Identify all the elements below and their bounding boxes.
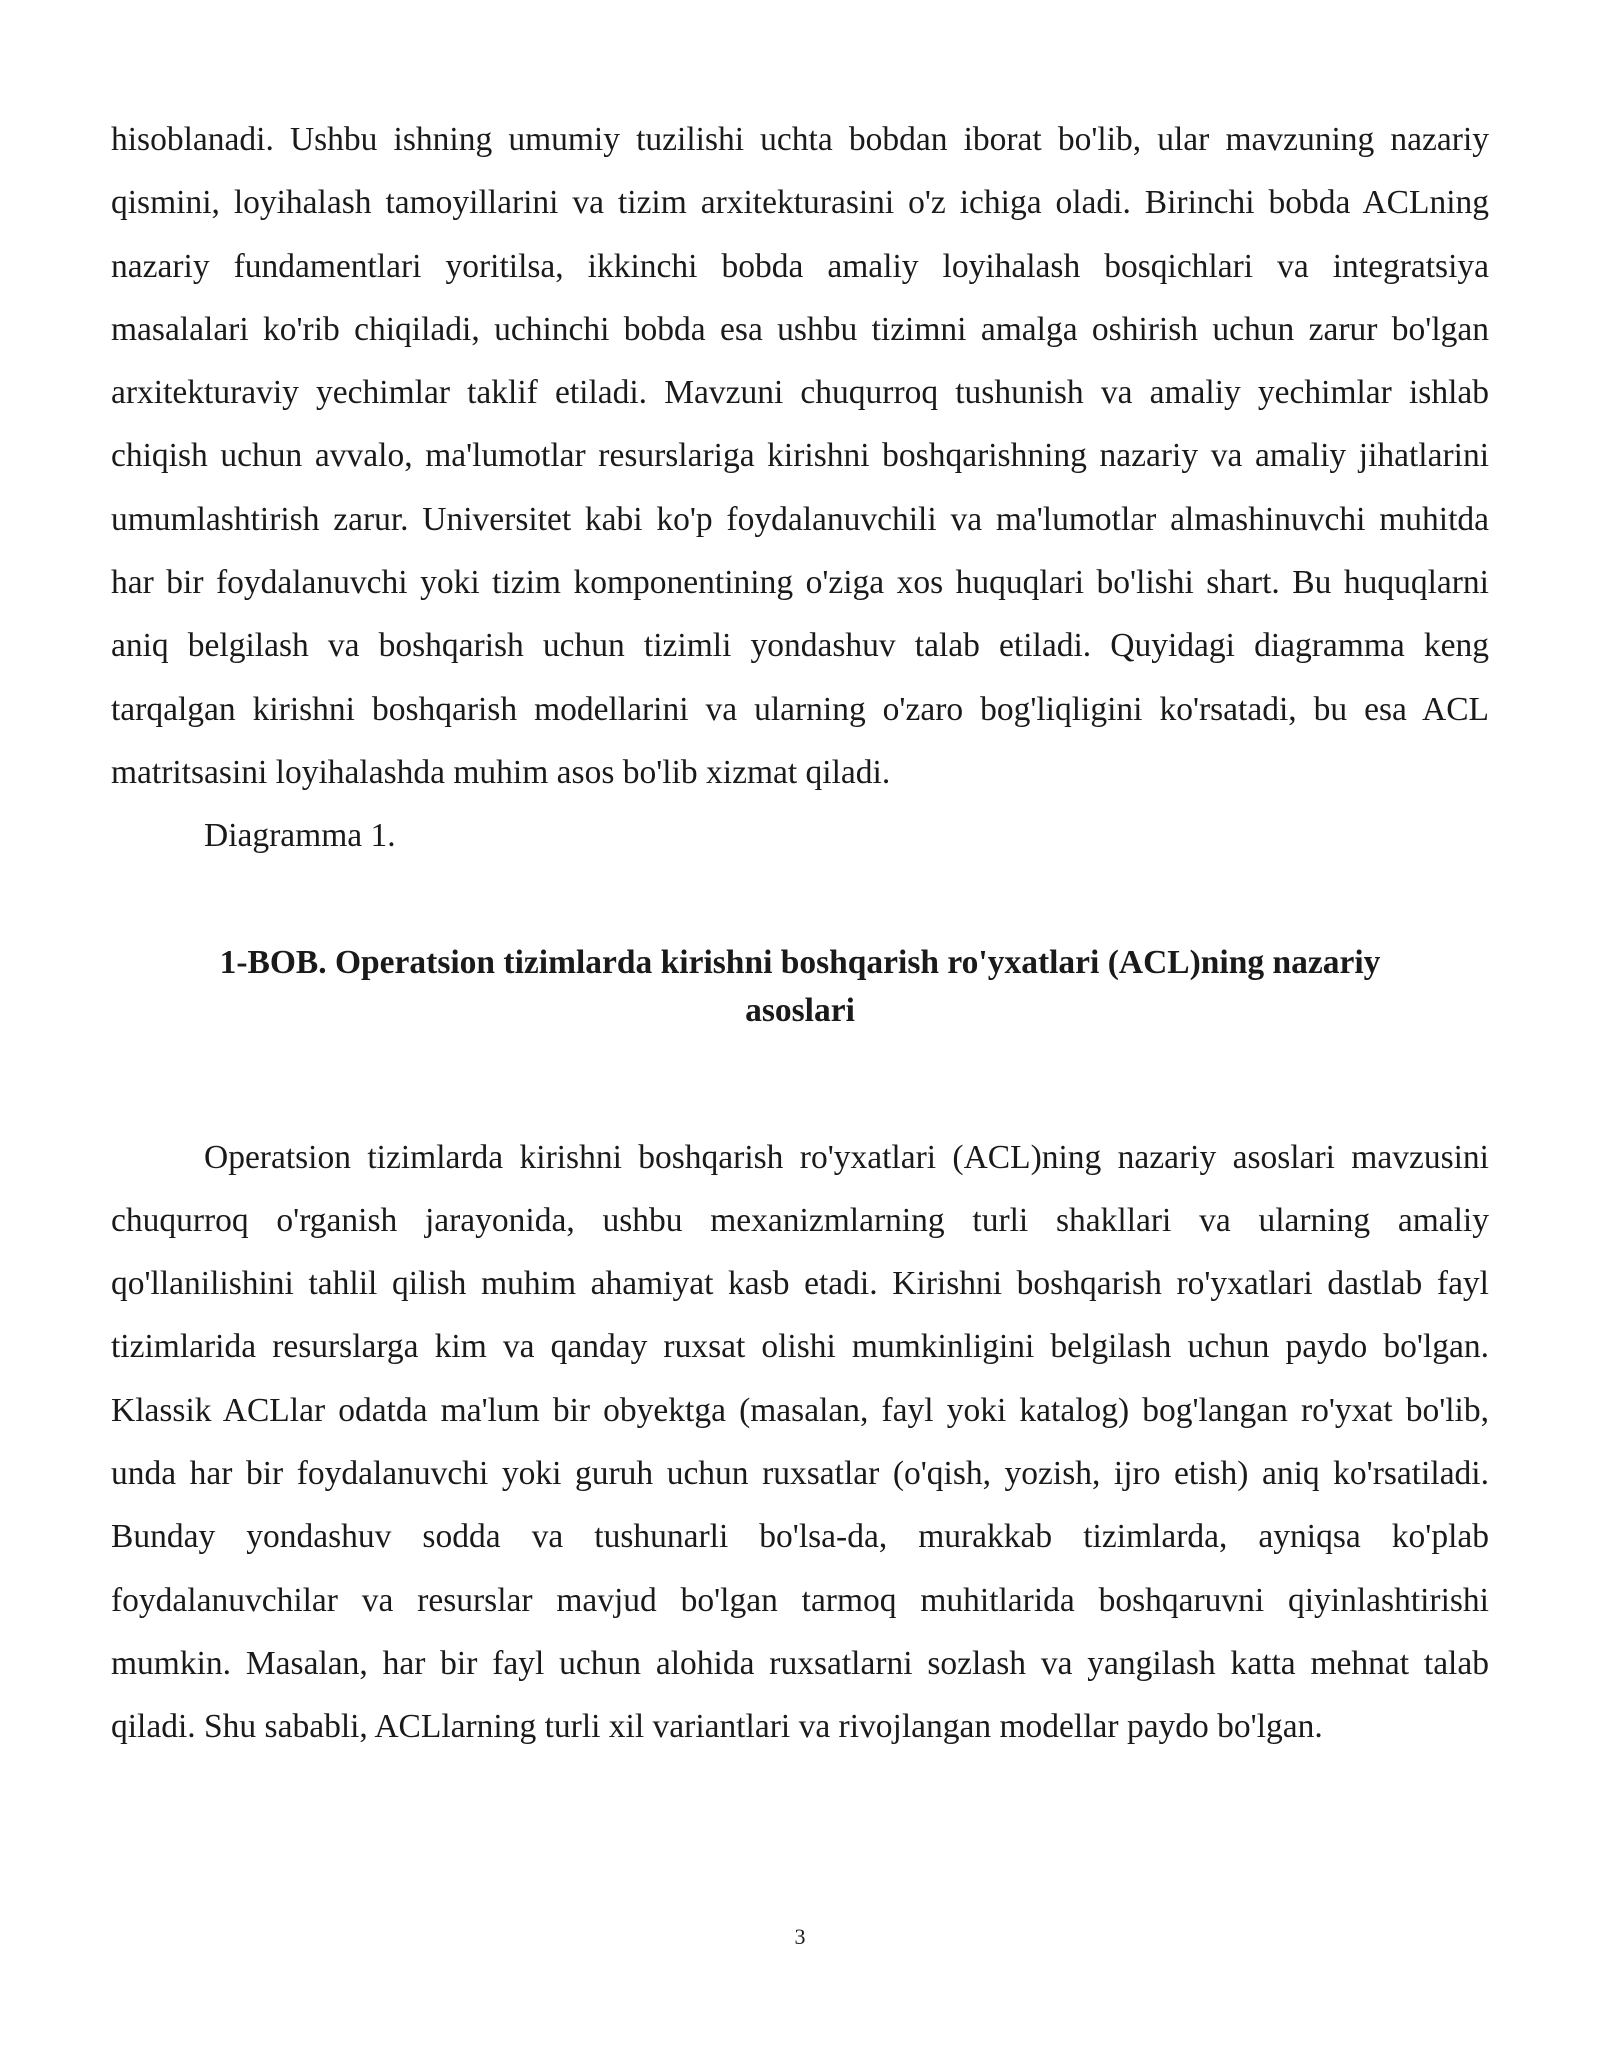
chapter-heading (111, 939, 1489, 1035)
chapter-heading-line-1: 1-BOB. Operatsion tizimlarda kirishni boshqarish ro'yxatlari (ACL)ning nazariy (219, 943, 1381, 981)
document-page (111, 108, 1489, 1759)
chapter-heading-line-2: asoslari (745, 991, 855, 1029)
page-number: 3 (794, 1924, 806, 1949)
body-paragraph-intro: hisoblanadi. Ushbu ishning umumiy tuzilishi uchta bobdan iborat bo'lib, ular mavzuning nazariy qismini, loyihalash tamoyillarini va tizim arxitekturasini o'z ichiga oladi. Birinchi bobda ACLning nazariy fundamentlari yoritilsa, ikkinchi bobda amaliy loyihalash bosqichlari va integratsiya masalalari ko'rib chiqiladi, uchinchi bobda esa ushbu tizimni amalga oshirish uchun zarur bo'lgan arxitekturaviy yechimlar taklif etiladi. Mavzuni chuqurroq tushunish va amaliy yechimlar ishlab chiqish uchun avvalo, ma'lumotlar resurslariga kirishni boshqarishning nazariy va amaliy jihatlarini umumlashtirish zarur. Universitet kabi ko'p foydalanuvchili va ma'lumotlar almashinuvchi muhitda har bir foydalanuvchi yoki tizim komponentining o'ziga xos huquqlari bo'lishi shart. Bu huquqlarni aniq belgilash va boshqarish uchun tizimli yondashuv talab etiladi. Quyidagi diagramma keng tarqalgan kirishni boshqarish modellarini va ularning o'zaro bog'liqligini ko'rsatadi, bu esa ACL matritsasini loyihalashda muhim asos bo'lib xizmat qiladi. (111, 121, 1489, 791)
diagram-caption: Diagramma 1. (204, 817, 396, 855)
body-paragraph-chapter: Operatsion tizimlarda kirishni boshqarish ro'yxatlari (ACL)ning nazariy asoslari mavzusini chuqurroq o'rganish jarayonida, ushbu mexanizmlarning turli shakllari va ularning amaliy qo'llanilishini tahlil qilish muhim ahamiyat kasb etadi. Kirishni boshqarish ro'yxatlari dastlab fayl tizimlarida resurslarga kim va qanday ruxsat olishi mumkinligini belgilash uchun paydo bo'lgan. Klassik ACLlar odatda ma'lum bir obyektga (masalan, fayl yoki katalog) bog'langan ro'yxat bo'lib, unda har bir foydalanuvchi yoki guruh uchun ruxsatlar (o'qish, yozish, ijro etish) aniq ko'rsatiladi. Bunday yondashuv sodda va tushunarli bo'lsa-da, murakkab tizimlarda, ayniqsa ko'plab foydalanuvchilar va resurslar mavjud bo'lgan tarmoq muhitlarida boshqaruvni qiyinlashtirishi mumkin. Masalan, har bir fayl uchun alohida ruxsatlarni sozlash va yangilash katta mehnat talab qiladi. Shu sababli, ACLlarning turli xil variantlari va rivojlangan modellar paydo bo'lgan. (111, 1138, 1489, 1746)
